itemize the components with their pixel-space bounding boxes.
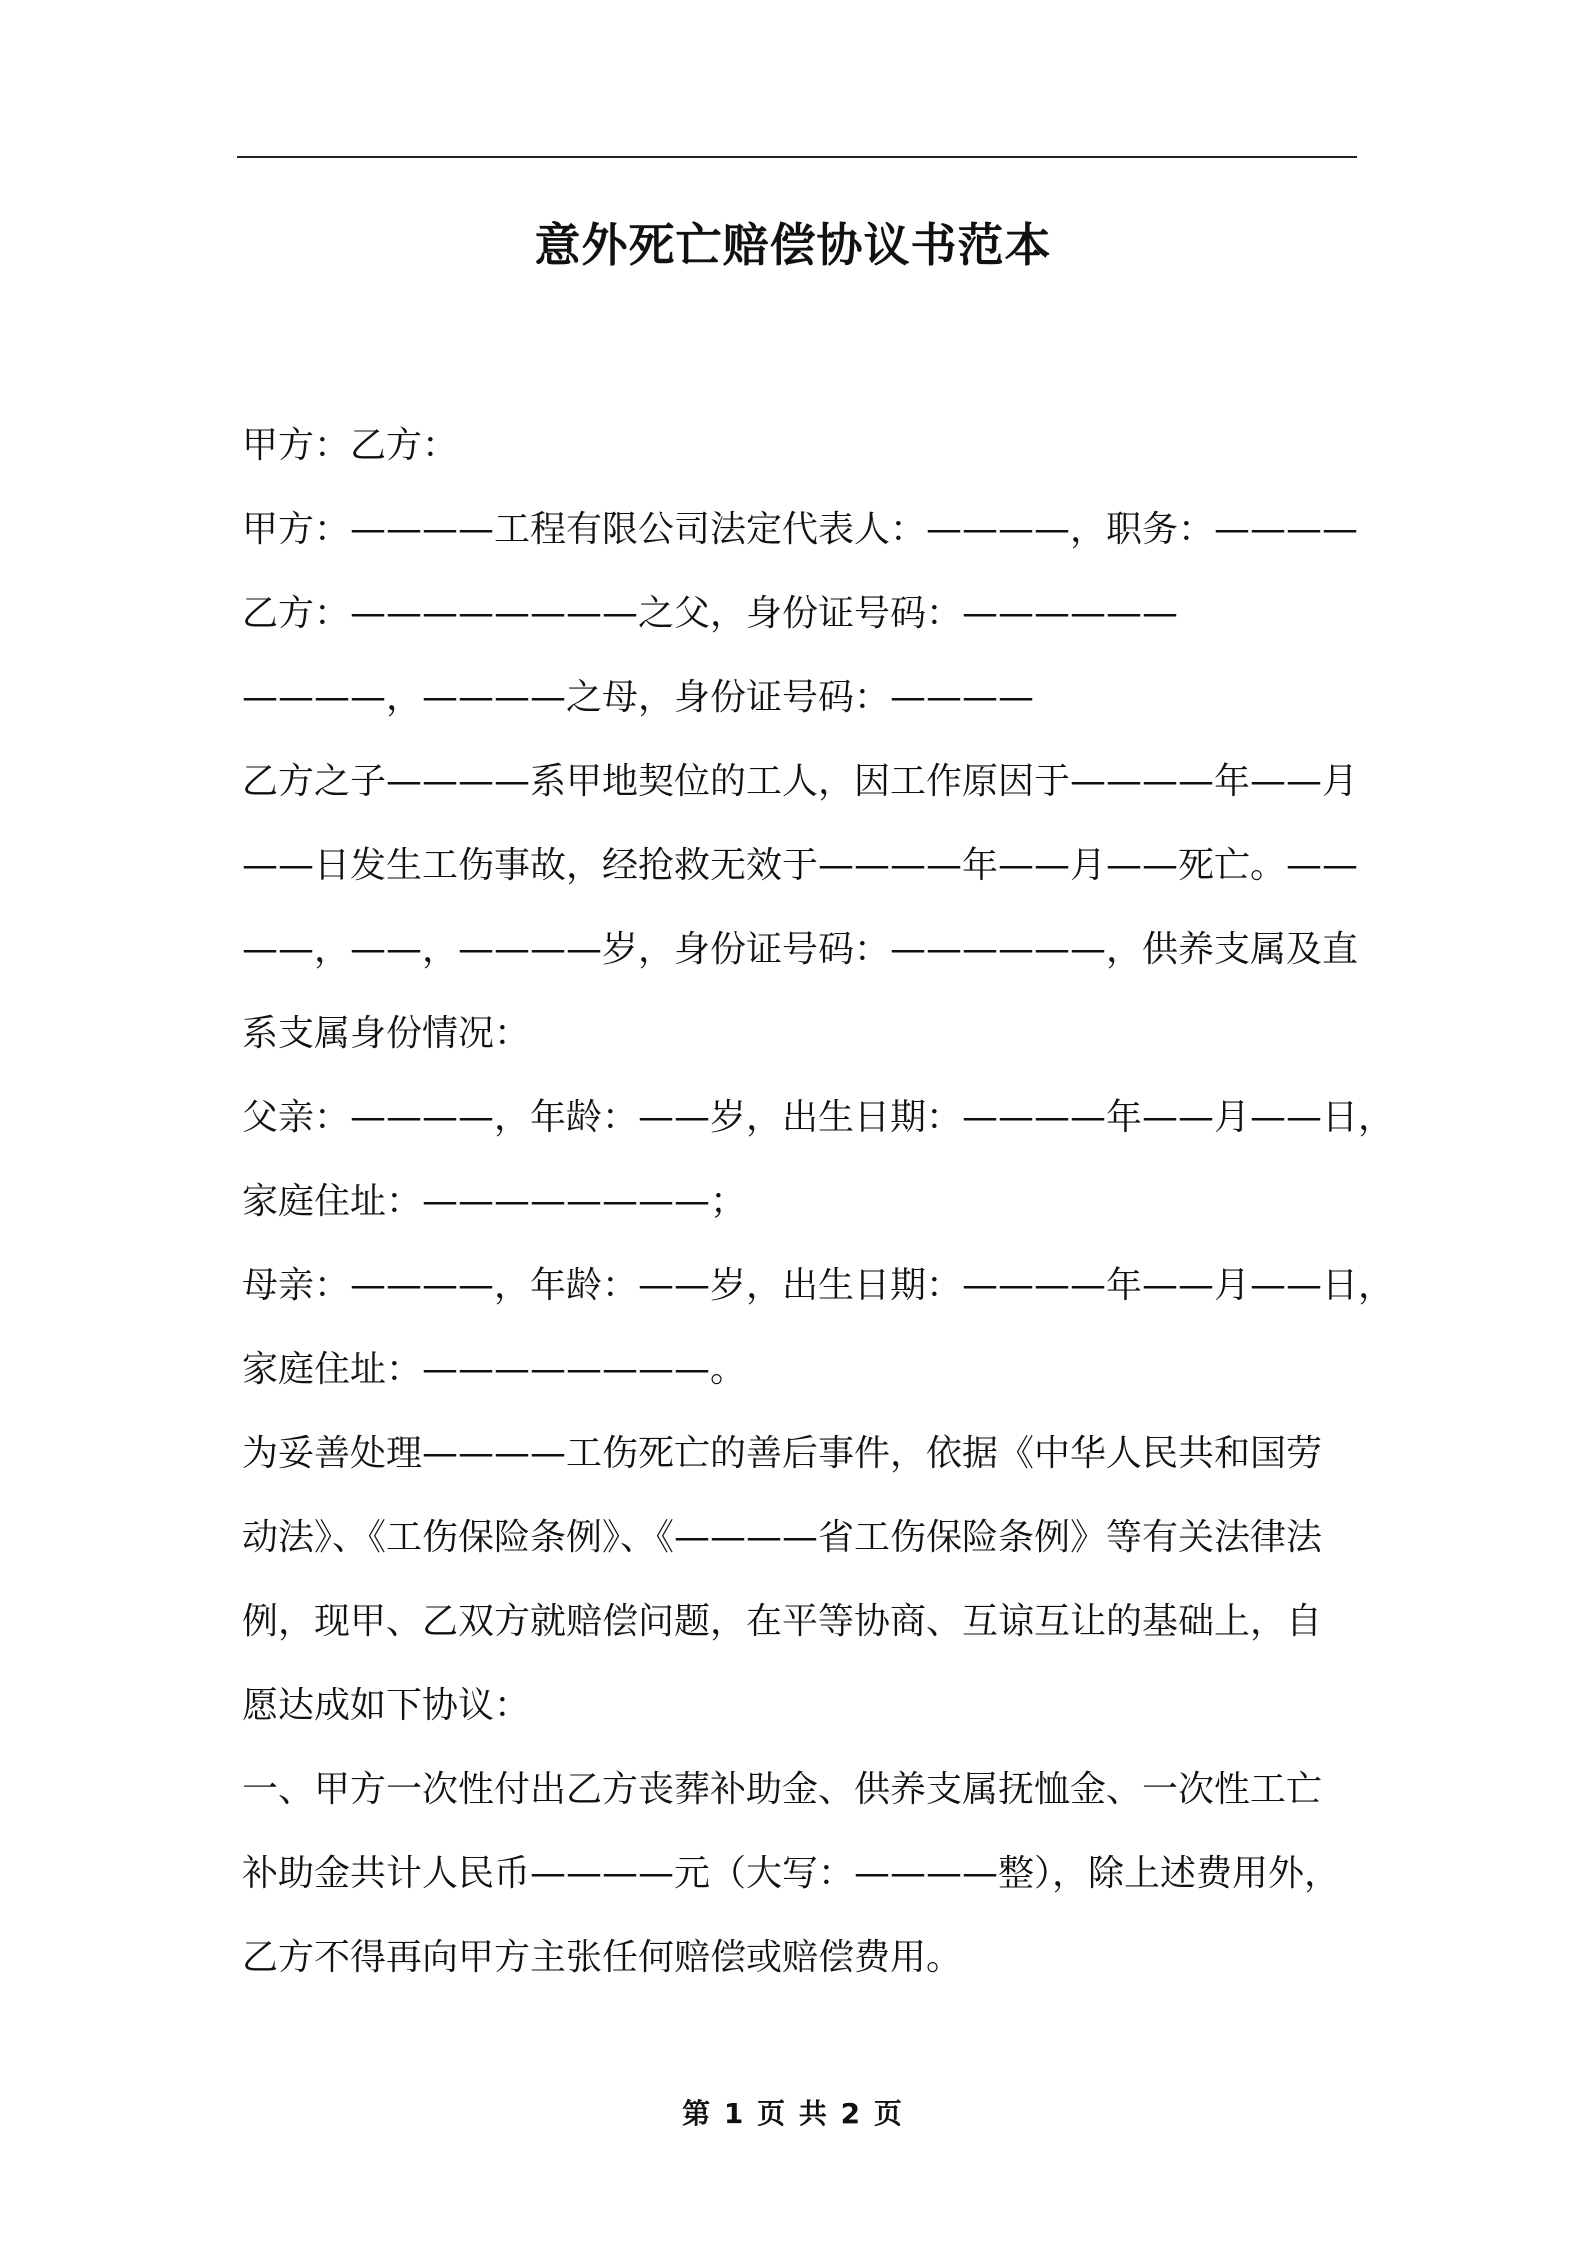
body-line: 乙方：————————之父，身份证号码：—————— <box>242 593 1179 634</box>
body-line: 家庭住址：————————； <box>242 1181 747 1222</box>
body-line: 乙方之子————系甲地契位的工人，因工作原因于————年——月 <box>242 761 1359 802</box>
body-line: 甲方：乙方： <box>242 425 459 466</box>
body-line: 例，现甲、乙双方就赔偿问题，在平等协商、互谅互让的基础上，自 <box>242 1601 1323 1642</box>
body-line: 系支属身份情况： <box>242 1013 531 1054</box>
body-line: 乙方不得再向甲方主张任何赔偿或赔偿费用。 <box>242 1937 963 1978</box>
body-line: 父亲：————，年龄：——岁，出生日期：————年——月——日， <box>242 1097 1395 1138</box>
body-line: 家庭住址：————————。 <box>242 1349 747 1390</box>
body-line: 母亲：————，年龄：——岁，出生日期：————年——月——日， <box>242 1265 1395 1306</box>
body-line: 动法》、《工伤保险条例》、《————省工伤保险条例》等有关法律法 <box>242 1517 1323 1558</box>
document-body <box>242 404 1395 2000</box>
body-line: 为妥善处理————工伤死亡的善后事件，依据《中华人民共和国劳 <box>242 1433 1323 1474</box>
body-line: 愿达成如下协议： <box>242 1685 531 1726</box>
body-line: 补助金共计人民币————元（大写：————整），除上述费用外， <box>242 1853 1341 1894</box>
body-line: ——，——，————岁，身份证号码：——————，供养支属及直 <box>242 929 1359 970</box>
body-line: 甲方：————工程有限公司法定代表人：————，职务：———— <box>242 509 1359 550</box>
body-line: 一、甲方一次性付出乙方丧葬补助金、供养支属抚恤金、一次性工亡 <box>242 1769 1323 1810</box>
body-line: ————，————之母，身份证号码：———— <box>242 677 1035 718</box>
header-rule <box>237 156 1357 158</box>
document-title: 意外死亡赔偿协议书范本 <box>534 218 1052 272</box>
body-line: ——日发生工伤事故，经抢救无效于————年——月——死亡。—— <box>242 845 1359 886</box>
page-number-footer: 第 1 页 共 2 页 <box>682 2097 904 2130</box>
